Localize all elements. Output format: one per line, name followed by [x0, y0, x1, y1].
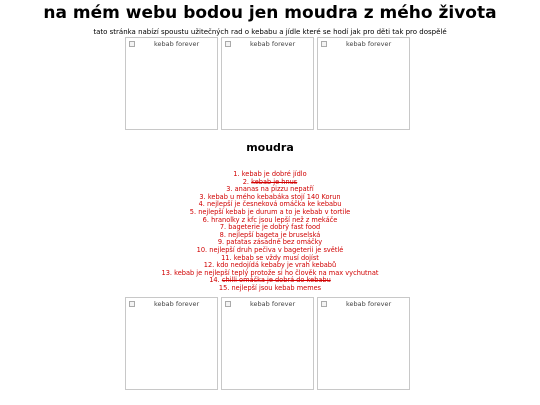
list-item: 6. hranolky z kfc jsou lepší než z mekáče	[202, 215, 338, 224]
broken-image-icon	[129, 301, 135, 307]
list-item: 8. nejlepší bageta je bruselská	[219, 230, 321, 239]
broken-image-icon	[225, 41, 231, 47]
kebab-image	[317, 297, 410, 390]
list-item: 5. nejlepší kebab je durum a to je kebab v tortile	[189, 207, 351, 216]
image-alt-text: kebab forever	[250, 300, 296, 308]
kebab-image	[125, 297, 218, 390]
list-item: 10. nejlepší druh pečiva v bageterii je světlé	[196, 245, 344, 254]
kebab-image	[221, 297, 314, 390]
image-alt-text: kebab forever	[250, 40, 296, 48]
list-item: 13. kebab je nejlepší teplý protože si ho člověk na max vychutnat	[161, 268, 379, 277]
list-item: 11. kebab se vždy musí dojíst	[221, 253, 319, 262]
broken-image-icon	[321, 301, 327, 307]
list-item: 7. bageterie je dobrý fast food	[219, 223, 321, 232]
kebab-image	[317, 37, 410, 130]
kebab-image	[125, 37, 218, 130]
kebab-image	[221, 37, 314, 130]
section-heading: moudra	[246, 141, 294, 154]
image-gallery-bottom	[125, 297, 410, 390]
page-title: na mém webu bodou jen moudra z mého života	[43, 3, 497, 23]
broken-image-icon	[225, 301, 231, 307]
list-item: 1. kebab je dobré jídlo	[233, 170, 307, 178]
image-gallery-top	[125, 37, 410, 130]
page-subtitle: tato stránka nabízí spoustu užitečných rad o kebabu a jídle které se hodí jak pro děti tak pro dospělé	[93, 28, 447, 36]
broken-image-icon	[129, 41, 135, 47]
image-alt-text: kebab forever	[346, 300, 392, 308]
list-item: 3. ananas na pizzu nepatří	[226, 185, 314, 194]
image-alt-text: kebab forever	[154, 40, 200, 48]
list-item: 12. kdo nedojídá kebaby je vrah kebabů	[203, 261, 337, 270]
moudra-list	[0, 171, 540, 293]
list-item: 2. kebab je hnus	[242, 177, 298, 186]
broken-image-icon	[321, 41, 327, 47]
image-alt-text: kebab forever	[346, 40, 392, 48]
list-item: 4. nejlepší je česneková omáčka ke kebabu	[198, 200, 342, 209]
list-item: 9. patatas zásadně bez omáčky	[217, 238, 323, 247]
image-alt-text: kebab forever	[154, 300, 200, 308]
list-item: 15. nejlepší jsou kebab memes	[218, 283, 322, 292]
list-item: 14. chilli omáčka je dobrá do kebabu	[209, 276, 331, 285]
list-item: 3. kebab u mého kebabáka stojí 140 Korun	[199, 192, 341, 201]
